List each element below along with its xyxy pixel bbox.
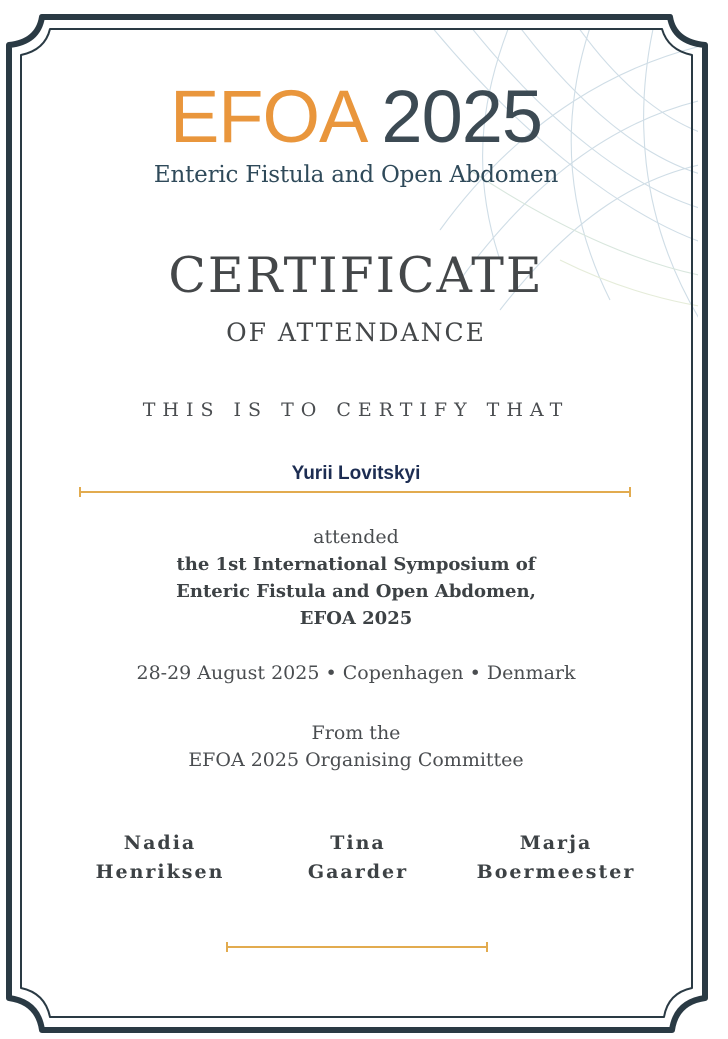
event-logo [0, 72, 712, 162]
attended-text: attended [313, 526, 399, 548]
certificate-title: CERTIFICATE [168, 247, 544, 304]
name-underline [79, 491, 631, 493]
signatory-first-name: Tina [330, 832, 386, 854]
from-committee [0, 720, 712, 774]
signatory [258, 829, 458, 887]
signatory [446, 829, 666, 887]
from-line: From the [311, 722, 401, 744]
logo-year: 2025 [381, 75, 543, 158]
logo-acronym: EFOA [169, 75, 368, 158]
recipient-name: Yurii Lovitskyi [291, 463, 421, 484]
date-location: 28-29 August 2025 • Copenhagen • Denmark [136, 662, 576, 684]
signatory-last-name: Boermeester [476, 861, 636, 883]
from-line: EFOA 2025 Organising Committee [188, 749, 524, 771]
signatory-first-name: Nadia [123, 832, 197, 854]
bottom-divider [226, 946, 488, 948]
signatory-first-name: Marja [519, 832, 593, 854]
event-name [0, 551, 712, 632]
logo-subtitle: Enteric Fistula and Open Abdomen [153, 162, 559, 188]
certificate-subtitle: OF ATTENDANCE [226, 318, 486, 347]
signatory [60, 829, 260, 887]
event-line: EFOA 2025 [299, 608, 413, 629]
certify-intro: THIS IS TO CERTIFY THAT [142, 399, 570, 421]
signatory-last-name: Gaarder [307, 861, 409, 883]
signatory-last-name: Henriksen [95, 861, 225, 883]
event-line: Enteric Fistula and Open Abdomen, [176, 581, 536, 602]
event-line: the 1st International Symposium of [176, 554, 536, 575]
